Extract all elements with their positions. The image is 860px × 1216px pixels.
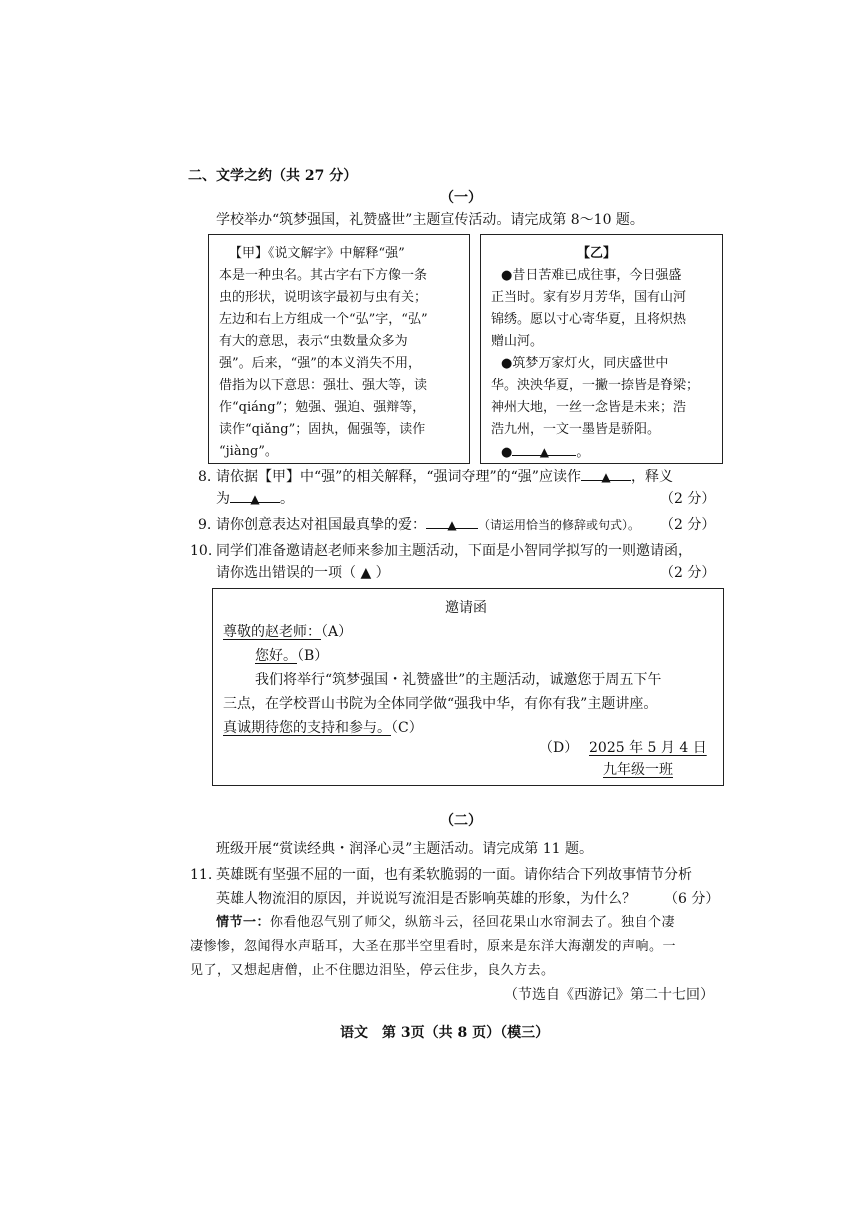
plot-line: 见了，又想起唐僧，止不住腮边泪坠，停云住步，良久方去。 [190, 963, 555, 978]
box-a-line: 读作“qiǎng”；固执，倔强等，读作 [219, 422, 426, 437]
box-a-line: 本是一种虫名。其古字右下方像一条 [219, 268, 428, 283]
q11-line2: 英雄人物流泪的原因，并说说写流泪是否影响英雄的形象，为什么？ [216, 891, 636, 907]
box-b-line: 锦绣。愿以寸心寄华夏，且将炽热 [491, 312, 687, 327]
letter-body: 我们将举行“筑梦强国・礼赞盛世”的主题活动，诚邀您于周五下午 [255, 672, 662, 688]
box-a-line: “jiàng”。 [219, 444, 278, 459]
letter-body: 三点，在学校晋山书院为全体同学做“强我中华，有你有我”主题讲座。 [223, 696, 658, 712]
plot-line: 情节一：你看他忍气别了师父，纵筋斗云，径回花果山水帘洞去了。独自个凄 [216, 915, 676, 930]
box-a-line: 借指为以下意思：强壮、强大等，读 [219, 378, 428, 393]
box-a-line: 作“qiáng”；勉强、强迫、强辩等， [219, 400, 426, 415]
plot-source: （节选自《西游记》第二十七回） [504, 987, 714, 1003]
letter-date: 2025 年 5 月 4 日 [589, 740, 707, 756]
part2-label: （二） [440, 813, 482, 829]
q8-line1: 请依据【甲】中“强”的相关解释，“强词夺理”的“强”应读作 ▲ ，释义 [216, 466, 673, 488]
q11-line1: 英雄既有坚强不屈的一面，也有柔软脆弱的一面。请你结合下列故事情节分析 [216, 867, 692, 883]
q8-blank-meaning[interactable]: ▲ [230, 488, 280, 503]
letter-title: 邀请函 [445, 600, 487, 616]
q9-blank[interactable]: ▲ [426, 514, 478, 529]
box-a-line: 【甲】《说文解字》中解释“强” [229, 246, 405, 261]
letter-signer: 九年级一班 [603, 762, 673, 778]
plot-line: 凄惨惨，忽闻得水声聒耳，大圣在那半空里看时，原来是东洋大海潮发的声响。一 [190, 939, 677, 954]
box-b-line: ●筑梦万家灯火，同庆盛世中 [501, 356, 669, 371]
box-b-line: 神州大地，一丝一念皆是未来；浩 [491, 400, 687, 415]
box-b-title: 【乙】 [577, 246, 617, 261]
box-b-line: 浩九州，一文一墨皆是骄阳。 [491, 422, 661, 437]
q8-number: 8. [198, 469, 212, 485]
q9-number: 9. [198, 517, 212, 533]
part2-intro: 班级开展“赏读经典・润泽心灵”主题活动。请完成第 11 题。 [216, 841, 594, 857]
q11-score: （6 分） [664, 891, 720, 907]
q8-score: （2 分） [660, 491, 716, 507]
q10-number: 10. [190, 543, 213, 559]
q11-number: 11. [190, 867, 213, 883]
reading-box-b [480, 234, 723, 464]
q10-score: （2 分） [660, 565, 716, 581]
box-a-line: 虫的形状，说明该字最初与虫有关； [219, 290, 428, 305]
page-footer: 语文 第 3页（共 8 页）（模三） [340, 1025, 550, 1041]
q9-score: （2 分） [660, 517, 716, 533]
box-b-line: 赠山河。 [491, 334, 544, 349]
invitation-letter [212, 588, 724, 786]
part1-label: （一） [440, 190, 482, 206]
q10-line1: 同学们准备邀请赵老师来参加主题活动，下面是小智同学拟写的一则邀请函， [216, 543, 692, 559]
letter-date-mark: （D） [539, 740, 579, 756]
q9-text: 请你创意表达对祖国最真挚的爱： ▲ （请运用恰当的修辞或句式）。 [216, 514, 640, 536]
q8-line2: 为 ▲ 。 [216, 488, 294, 510]
bullet: ● [501, 445, 513, 460]
box-b-line: ●昔日苦难已成往事，今日强盛 [501, 268, 682, 283]
box-b-line: 正当时。家有岁月芳华，国有山河 [491, 290, 687, 305]
box-a-line: 左边和右上方组成一个“弘”字，“弘” [219, 312, 428, 327]
box-a-line: 强”。后来，“强”的本义消失不用， [219, 356, 421, 371]
section-heading: 二、文学之约（共 27 分） [188, 168, 358, 184]
box-a-line: 有大的意思，表示“虫数量众多为 [219, 334, 408, 349]
letter-greeting: 您好。（B） [255, 648, 329, 664]
reading-box-a [208, 234, 470, 464]
box-b-line: 华。泱泱华夏，一撇一捺皆是脊梁； [491, 378, 700, 393]
letter-closing: 真诚期待您的支持和参与。（C） [223, 720, 423, 736]
q10-line2: 请你选出错误的一项（ ▲ ） [216, 565, 390, 581]
q8-blank-reading[interactable]: ▲ [581, 466, 631, 481]
answer-blank[interactable]: ▲ [512, 441, 576, 456]
box-b-last-line: ● ▲ 。 [501, 441, 589, 464]
letter-salutation: 尊敬的赵老师：（A） [223, 624, 353, 640]
part1-intro: 学校举办“筑梦强国，礼赞盛世”主题宣传活动。请完成第 8～10 题。 [216, 212, 644, 228]
